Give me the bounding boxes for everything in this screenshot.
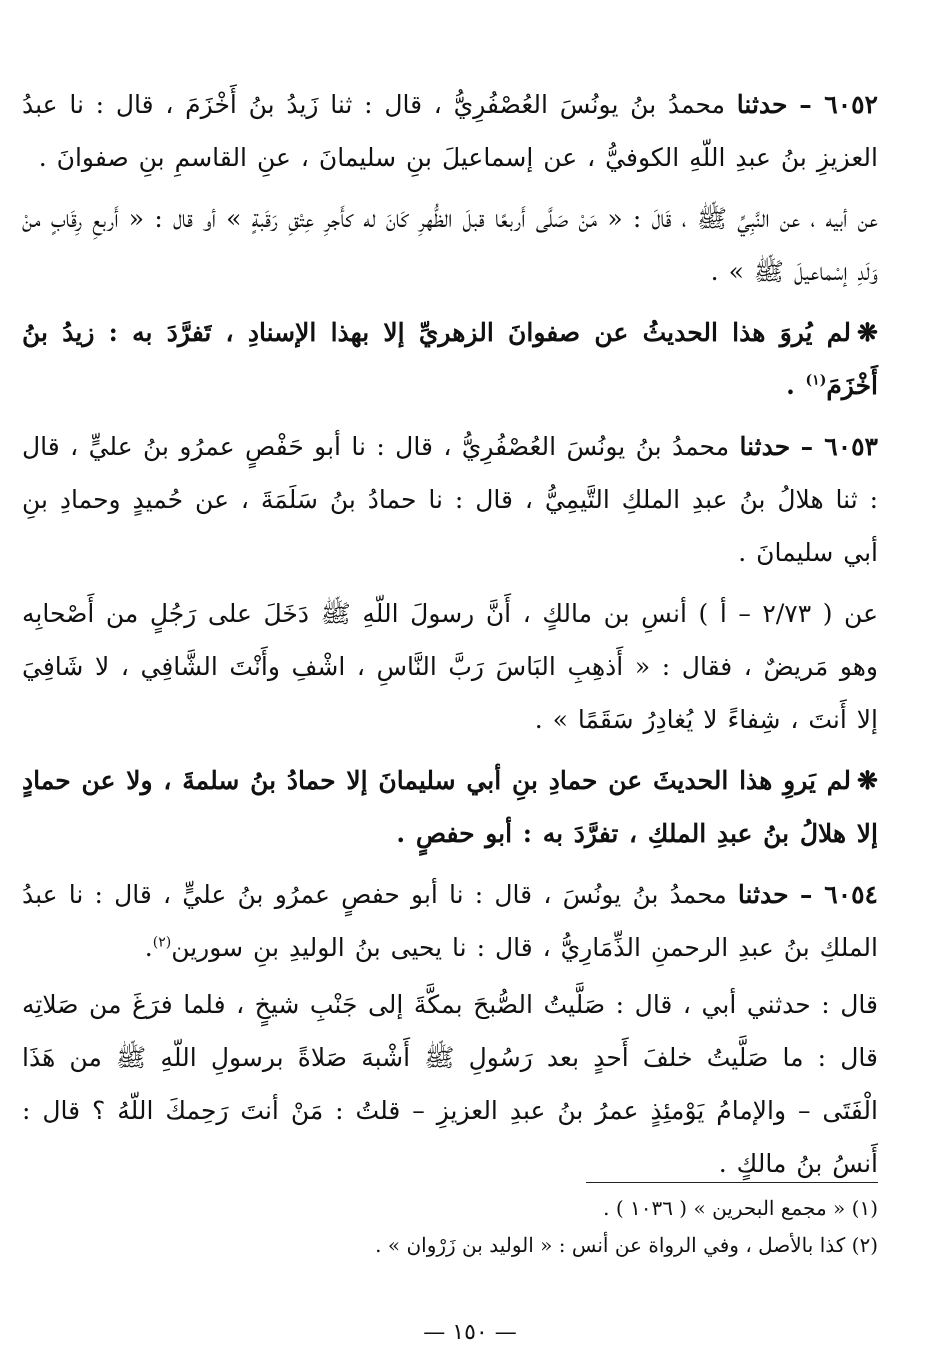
footnote-ref: (٢) [152,934,172,951]
hadith-number: ٦٠٥٤ – [799,880,878,909]
hadith-6054-matn [22,978,878,1190]
hadith-lead: حدثنا [736,90,788,119]
hadith-6052-matn [22,192,878,298]
star-icon: ❋ [857,766,878,795]
note-6053 [22,754,878,860]
matn-text: عن ( ٢/٧٣ – أ ) أنسِ بن مالكٍ ، أَنَّ رسولَ اللّهِ ﷺ دَخَلَ على رَجُلٍ من أَصْحابِه وهو مَريضٌ ، فقال : « أَذهِبِ البَاسَ رَبَّ النَّاسِ ، اشْفِ وأَنْتَ الشَّافِي ، لا شَافِيَ إلا أَنتَ ، شِفاءً لا يُغادِرُ سَقَمًا » . [22,599,878,734]
matn-text: عن أبيه ، عن النَّبِيِّ ﷺ ، قَالَ : « مَنْ صَلَّى أَربعًا قبلَ الظُّهرِ كَانَ له كأَجرِ عِتْقِ رَقَبةٍ » أو قال : « أَربعِ رِقَابٍ منْ وَلَدِ إسْماعيلَ ﷺ » . [22,204,878,286]
footnote-ref: (١) [805,372,827,389]
note-6052 [22,306,878,412]
note-text: لم يُروَ هذا الحديثُ عن صفوانَ الزهريِّ إلا بهذا الإسنادِ ، تَفرَّدَ به : زيدُ بنُ أَخْزَمَ [22,318,878,400]
footnote-1: (١) « مجمع البحرين » ( ١٠٣٦ ) . [603,1196,878,1220]
note-end: . [786,371,806,400]
hadith-6054 [22,868,878,974]
hadith-lead: حدثنا [739,432,791,461]
hadith-number: ٦٠٥٣ – [800,432,878,461]
hadith-text: محمدُ بنُ يونُسَ العُصْفُرِيُّ ، قال : نا أبو حَفْصٍ عمرُو بنُ عليٍّ ، قال : ثنا هلالُ بنُ عبدِ الملكِ التَّيمِيُّ ، قال : نا حمادُ بنُ سَلَمَةَ ، عن حُميدٍ وحمادِ بنِ أبي سليمانَ . [22,432,878,567]
hadith-text: محمدُ بنُ يونُسَ العُصْفُرِيُّ ، قال : ثنا زَيدُ بنُ أَخْزَمَ ، قال : نا عبدُ العزيزِ بنُ عبدِ اللّهِ الكوفيُّ ، عن إسماعيلَ بنِ سليمانَ ، عنِ القاسمِ بنِ صفوانَ . [22,90,878,172]
footnotes [78,1190,878,1264]
star-icon: ❋ [857,318,878,347]
hadith-6053-matn [22,587,878,746]
page-number: — ١٥٠ — [423,1320,517,1345]
hadith-number: ٦٠٥٢ – [799,90,878,119]
footnote-2: (٢) كذا بالأصل ، وفي الرواة عن أنس : « الوليد بن زَرْوان » . [375,1233,878,1257]
hadith-6053 [22,420,878,579]
page-body [22,78,878,1288]
matn-text: قال : حدثني أبي ، قال : صَلَّيتُ الصُّبحَ بمكَّةَ إلى جَنْبِ شيخٍ ، فلما فرَغَ من صَلاتِه قال : ما صَلَّيتُ خلفَ أَحدٍ بعد رَسُولِ ﷺ أَشْبهَ صَلاةً برسولِ اللّهِ ﷺ من هَذَا الْفَتَى – والإمامُ يَوْمئِذٍ عمرُ بنُ عبدِ العزيزِ – قلتُ : مَنْ أنتَ رَحِمكَ اللّهُ ؟ قال : أَنسُ بنُ مالكٍ . [22,990,878,1178]
hadith-end: . [144,933,153,962]
hadith-lead: حدثنا [737,880,789,909]
footnote-divider [586,1182,878,1183]
note-text: لم يَروِ هذا الحديثَ عن حمادِ بنِ أبي سليمانَ إلا حمادُ بنُ سلمةَ ، ولا عن حمادٍ إلا هلالُ بنُ عبدِ الملكِ ، تفرَّدَ به : أبو حفصٍ . [22,766,878,848]
hadith-6052 [22,78,878,184]
hadith-text: محمدُ بنُ يونُسَ ، قال : نا أبو حفصٍ عمرُو بنُ عليٍّ ، قال : نا عبدُ الملكِ بنُ عبدِ الرحمنِ الذِّمَارِيُّ ، قال : نا يحيى بنُ الوليدِ بنِ سورين [22,880,878,962]
